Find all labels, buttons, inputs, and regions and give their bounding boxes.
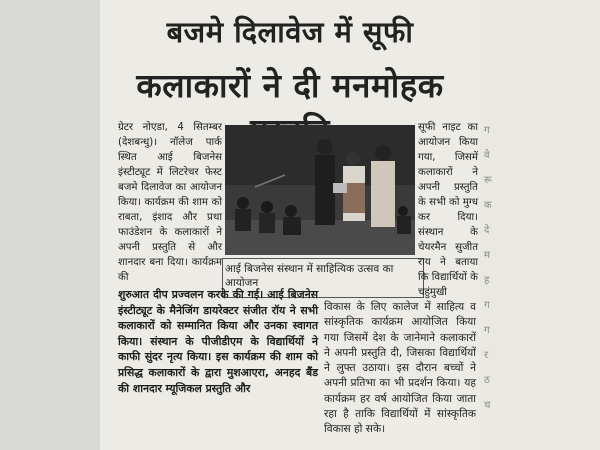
article-text-col3-bottom: विकास के लिए कालेज में साहित्य व सांस्कृतिक कार्यक्रम आयोजित किया गया जिसमें देश के जानेमाने कलाकारों ने अपनी प्रस्तुति दी, जिसका विद्यार्थियों ने लुफ्त उठाया। इस दौरान बच्चों ने अपनी प्रतिभा का भी प्रदर्शन किया। यह कार्यक्रम हर वर्ष आयोजित किया जाता रहा है ताकि विद्यार्थियों में सांस्कृतिक विकास हो सके। <box>324 301 476 436</box>
article-column-3 <box>418 120 478 300</box>
headline-line-2: कलाकारों ने दी मनमोहक <box>136 66 444 105</box>
edge-fragment: रू <box>484 175 492 186</box>
article-column-3-bottom <box>324 300 476 438</box>
edge-fragment: दे <box>484 225 490 236</box>
article-column-1 <box>118 120 222 285</box>
edge-fragment: क <box>484 200 492 211</box>
edge-fragment: र <box>484 350 489 361</box>
adjacent-page-edge <box>480 0 600 450</box>
photo-caption: आई बिजनेस संस्थान में साहित्यिक उत्सव का आयोजन <box>225 263 394 289</box>
article-text-col1: ग्रेटर नोएडा, 4 सितम्बर (देशबन्धु)। नॉलेज पार्क स्थित आई बिजनेस इंस्टीट्यूट में लिटरेचर फेस्ट बजमे दिलावेज का आयोजन किया। कार्यक्रम की शाम को राबता, इंशाद और प्रथा फाउंडेशन के कलाकारों ने अपनी प्रस्तुति से और शानदार बना दिया। कार्यक्रम की <box>118 122 222 283</box>
event-photo <box>225 125 415 255</box>
article-text-col3: सूफी नाइट का आयोजन किया गया, जिसमें कलाकारों ने अपनी प्रस्तुति के सभी को मुग्ध कर दिया। संस्थान के चेयरमैन सुजीत राय ने बताया कि विद्यार्थियों के चहुंमुखी <box>418 122 478 298</box>
edge-fragment: ह <box>484 275 490 286</box>
article-column-1-bottom <box>118 287 318 396</box>
edge-fragment: ग <box>484 125 490 136</box>
edge-fragment: म <box>484 250 490 261</box>
edge-fragment: च <box>484 400 491 411</box>
newspaper-clipping <box>100 0 480 450</box>
headline-line-1: बजमे दिलावेज में सूफी <box>166 15 414 49</box>
event-photo-illustration <box>225 125 415 255</box>
edge-fragment: वे <box>484 150 490 161</box>
edge-fragment: ठ <box>484 375 490 386</box>
edge-fragment: ग <box>484 300 490 311</box>
edge-fragment: ग <box>484 325 490 336</box>
article-text-col1-bottom: शुरुआत दीप प्रज्वलन करके की गई। आई बिजनेस इंस्टीट्यूट के मैनेजिंग डायरेक्टर संजीत रॉय ने सभी कलाकारों को सम्मानित किया और उनका स्वागत किया। संस्थान के पीजीडीएम के विद्यार्थियों ने काफी सुंदर नृत्य किया। इस कार्यक्रम की शाम को प्रसिद्ध कलाकारों के द्वारा मुशआएरा, अनहद बैंड की शानदार म्यूजिकल प्रस्तुति और <box>118 288 318 395</box>
adjacent-page-text <box>484 118 596 418</box>
